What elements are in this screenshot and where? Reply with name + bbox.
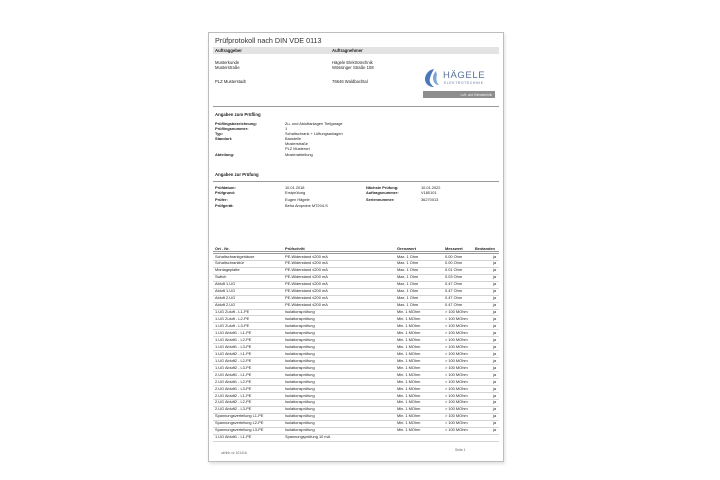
cell-pruefschritt: PE-Widerstand ≤200 mA xyxy=(285,274,328,280)
field-label: Prüfgrund: xyxy=(215,190,236,195)
cell-ort: 2.UG Abluft1 - L2-PE xyxy=(215,378,252,384)
field-value: Schaltschrank + Lüftungsanlagen xyxy=(285,131,343,136)
cell-ort: 2.UG Abluft2 - L3-PE xyxy=(215,406,252,412)
cell-messwert: > 100 MOhm xyxy=(445,392,468,398)
cell-grenzwert: Min. 1 MOhm xyxy=(397,413,421,419)
field-label: Standort: xyxy=(215,136,233,141)
cell-ort: 1.UG Abluft1 - L2-PE xyxy=(215,336,252,342)
footer-page-number: Seite 1 xyxy=(455,448,466,452)
cell-grenzwert: Min. 1 MOhm xyxy=(397,427,421,433)
auftraggeber-street: Musterstraße xyxy=(215,65,240,70)
field-label: Typ: xyxy=(215,131,223,136)
field-value: V180101 xyxy=(421,190,437,195)
col-header-messwert: Messwert xyxy=(445,246,463,251)
cell-bestanden: ja xyxy=(493,371,497,377)
cell-grenzwert: Min. 1 MOhm xyxy=(397,392,421,398)
auftragnehmer-header: Auftragnehmer xyxy=(332,47,363,53)
cell-ort: Switch xyxy=(215,274,227,280)
cell-grenzwert: Min. 1 MOhm xyxy=(397,399,421,405)
cell-grenzwert: Max. 1 Ohm xyxy=(397,295,419,301)
cell-pruefschritt: Isolationsprüfung xyxy=(285,350,315,356)
cell-ort: 1.UG Zuluft - L1-PE xyxy=(215,309,250,315)
cell-pruefschritt: Isolationsprüfung xyxy=(285,336,315,342)
cell-messwert: 0.47 Ohm xyxy=(445,288,463,294)
field-label: Prüfer: xyxy=(215,197,228,202)
cell-ort: 2.UG Abluft1 - L3-PE xyxy=(215,385,252,391)
cell-messwert: > 100 MOhm xyxy=(445,343,468,349)
field-label: Auftragsnummer: xyxy=(366,190,399,195)
field-value: 1 xyxy=(285,126,288,131)
cell-bestanden: ja xyxy=(493,413,497,419)
pruefung-section-header: Angaben zur Prüfung xyxy=(215,172,259,177)
cell-bestanden: ja xyxy=(493,253,497,259)
cell-ort: Spannungsverteilung L2-PE xyxy=(215,420,264,426)
cell-grenzwert: Min. 1 MOhm xyxy=(397,406,421,412)
table-row-divider xyxy=(213,434,499,435)
cell-pruefschritt: Isolationsprüfung xyxy=(285,371,315,377)
cell-ort: 1.UG Abluft2 - L2-PE xyxy=(215,357,252,363)
cell-pruefschritt: Isolationsprüfung xyxy=(285,420,315,426)
cell-grenzwert: Max. 1 Ohm xyxy=(397,281,419,287)
cell-pruefschritt: PE-Widerstand ≤200 mA xyxy=(285,295,328,301)
cell-messwert: 0.47 Ohm xyxy=(445,281,463,287)
cell-bestanden: ja xyxy=(493,385,497,391)
cell-bestanden: ja xyxy=(493,427,497,433)
cell-ort: 2.UG Abluft1 - L1-PE xyxy=(215,371,252,377)
cell-ort: Schaltschrankgehäuse xyxy=(215,253,255,259)
cell-grenzwert: Max. 1 Ohm xyxy=(397,253,419,259)
cell-bestanden: ja xyxy=(493,260,497,266)
cell-messwert: 0.03 Ohm xyxy=(445,274,463,280)
cell-bestanden: ja xyxy=(493,288,497,294)
cell-pruefschritt: Spannungsprüfung 10 mA xyxy=(285,434,331,440)
cell-messwert: > 100 MOhm xyxy=(445,413,468,419)
cell-ort: 2.UG Abluft2 - L2-PE xyxy=(215,399,252,405)
cell-messwert: 0.47 Ohm xyxy=(445,295,463,301)
cell-grenzwert: Min. 1 MOhm xyxy=(397,385,421,391)
cell-bestanden: ja xyxy=(493,329,497,335)
cell-bestanden: ja xyxy=(493,357,497,363)
cell-pruefschritt: Isolationsprüfung xyxy=(285,392,315,398)
cell-bestanden: ja xyxy=(493,323,497,328)
cell-bestanden: ja xyxy=(493,316,497,322)
cell-grenzwert: Max. 1 Ohm xyxy=(397,288,419,294)
cell-grenzwert: Max. 1 Ohm xyxy=(397,260,419,266)
cell-ort: Montageplatte xyxy=(215,267,240,273)
cell-grenzwert: Min. 1 MOhm xyxy=(397,371,421,377)
cell-grenzwert: Min. 1 MOhm xyxy=(397,309,421,315)
cell-ort: 1.UG Zuluft - L2-PE xyxy=(215,316,250,322)
cell-bestanden: ja xyxy=(493,350,497,356)
separator xyxy=(213,181,499,182)
document-title: Prüfprotokoll nach DIN VDE 0113 xyxy=(215,36,322,45)
cell-bestanden: ja xyxy=(493,281,497,287)
cell-pruefschritt: Isolationsprüfung xyxy=(285,385,315,391)
cell-ort: 1.UG Abluft1 - L1-PE xyxy=(215,434,252,440)
cell-messwert: > 100 MOhm xyxy=(445,316,468,322)
cell-ort: Abluft 1.UG xyxy=(215,288,236,294)
col-header-ort: Ort - Nr. xyxy=(215,246,230,251)
auftraggeber-city: PLZ Musterstadt xyxy=(215,79,246,84)
cell-messwert: > 100 MOhm xyxy=(445,329,468,335)
cell-grenzwert: Min. 1 MOhm xyxy=(397,343,421,349)
field-value: Eugen Hägele xyxy=(285,197,310,202)
cell-ort: Abluft 2.UG xyxy=(215,295,236,301)
field-value: 10.01.2018 xyxy=(285,185,305,190)
cell-ort: 1.UG Abluft1 - L3-PE xyxy=(215,343,252,349)
logo-mark-icon xyxy=(423,67,443,89)
cell-ort: Abluft 1.UG xyxy=(215,281,236,287)
cell-pruefschritt: Isolationsprüfung xyxy=(285,329,315,335)
table-row-divider xyxy=(213,441,499,442)
cell-pruefschritt: Isolationsprüfung xyxy=(285,427,315,433)
pruefling-section-header: Angaben zum Prüfling xyxy=(215,112,261,117)
cell-ort: 2.UG Abluft2 - L1-PE xyxy=(215,392,252,398)
cell-ort: Spannungsverteilung L3-PE xyxy=(215,427,264,433)
cell-pruefschritt: Isolationsprüfung xyxy=(285,413,315,419)
cell-messwert: 0.01 Ohm xyxy=(445,267,463,273)
cell-grenzwert: Min. 1 MOhm xyxy=(397,357,421,363)
field-label: Prüfdatum: xyxy=(215,185,236,190)
cell-messwert: > 100 MOhm xyxy=(445,406,468,412)
cell-pruefschritt: PE-Widerstand ≤200 mA xyxy=(285,267,328,273)
cell-bestanden: ja xyxy=(493,399,497,405)
cell-grenzwert: Max. 1 Ohm xyxy=(397,267,419,273)
cell-messwert: > 100 MOhm xyxy=(445,385,468,391)
auftraggeber-header: Auftraggeber xyxy=(215,47,242,53)
cell-bestanden: ja xyxy=(493,406,497,412)
cell-bestanden: ja xyxy=(493,302,497,308)
field-value: Beha Amprobe MT204-S xyxy=(285,203,328,208)
cell-messwert: > 100 MOhm xyxy=(445,357,468,363)
field-label: Seriennummer: xyxy=(366,197,395,202)
auftragnehmer-city: 76646 Waldbachtal xyxy=(332,79,368,84)
field-label: Prüfgerät: xyxy=(215,203,234,208)
footer-code: ukhhh xz 101416 xyxy=(221,451,247,455)
field-value: 10.01.2022 xyxy=(421,185,441,190)
cell-bestanden: ja xyxy=(493,378,497,384)
cell-bestanden: ja xyxy=(493,295,497,301)
cell-messwert: > 100 MOhm xyxy=(445,427,468,433)
cell-grenzwert: Min. 1 MOhm xyxy=(397,316,421,322)
cell-pruefschritt: Isolationsprüfung xyxy=(285,323,315,328)
logo-tagline-bar xyxy=(423,91,495,98)
field-value: 36270013 xyxy=(421,197,439,202)
cell-messwert: > 100 MOhm xyxy=(445,378,468,384)
cell-grenzwert: Min. 1 MOhm xyxy=(397,420,421,426)
field-value: Musterstraße xyxy=(285,141,308,146)
cell-pruefschritt: Isolationsprüfung xyxy=(285,399,315,405)
cell-pruefschritt: Isolationsprüfung xyxy=(285,357,315,363)
cell-ort: 1.UG Zuluft - L3-PE xyxy=(215,323,250,328)
field-label: Prüflingsbezeichnung: xyxy=(215,121,257,126)
col-header-bestanden: Bestanden xyxy=(475,246,495,251)
cell-pruefschritt: PE-Widerstand ≤200 mA xyxy=(285,302,328,308)
cell-grenzwert: Min. 1 MOhm xyxy=(397,378,421,384)
field-label: Nächste Prüfung: xyxy=(366,185,399,190)
cell-bestanden: ja xyxy=(493,274,497,280)
auftragnehmer-name: Hägele Elektrotechnik xyxy=(332,60,373,65)
logo-tagline: Luft- und Klimatechnik xyxy=(460,92,492,97)
cell-bestanden: ja xyxy=(493,309,497,315)
cell-bestanden: ja xyxy=(493,392,497,398)
cell-grenzwert: Max. 1 Ohm xyxy=(397,274,419,280)
cell-bestanden: ja xyxy=(493,267,497,273)
logo-sub-text: ELEKTROTECHNIK xyxy=(444,80,484,85)
company-logo xyxy=(423,67,495,99)
field-value: Zu- und Abluftanlagen Tiefgarage xyxy=(285,121,343,126)
col-header-grenzwert: Grenzwert xyxy=(397,246,417,251)
cell-pruefschritt: PE-Widerstand ≤200 mA xyxy=(285,260,328,266)
cell-bestanden: ja xyxy=(493,336,497,342)
cell-messwert: > 100 MOhm xyxy=(445,371,468,377)
cell-messwert: > 100 MOhm xyxy=(445,399,468,405)
cell-messwert: > 100 MOhm xyxy=(445,350,468,356)
field-value: PLZ Musterort xyxy=(285,146,310,151)
cell-messwert: 0.47 Ohm xyxy=(445,302,463,308)
cell-grenzwert: Max. 1 Ohm xyxy=(397,302,419,308)
auftragnehmer-street: Wössinger Straße 108 xyxy=(332,65,374,70)
col-header-pruefschritt: Prüfschritt xyxy=(285,246,305,251)
cell-pruefschritt: Isolationsprüfung xyxy=(285,406,315,412)
cell-messwert: > 100 MOhm xyxy=(445,323,468,328)
cell-ort: 1.UG Abluft2 - L3-PE xyxy=(215,364,252,370)
cell-bestanden: ja xyxy=(493,364,497,370)
cell-bestanden: ja xyxy=(493,420,497,426)
field-label: Abteilung: xyxy=(215,152,235,157)
cell-grenzwert: Min. 1 MOhm xyxy=(397,323,421,328)
cell-pruefschritt: Isolationsprüfung xyxy=(285,316,315,322)
cell-messwert: 0.00 Ohm xyxy=(445,253,463,259)
cell-grenzwert: Min. 1 MOhm xyxy=(397,329,421,335)
cell-pruefschritt: PE-Widerstand ≤200 mA xyxy=(285,253,328,259)
field-value: Erstprüfung xyxy=(285,190,306,195)
cell-pruefschritt: Isolationsprüfung xyxy=(285,309,315,315)
document-page xyxy=(208,32,504,462)
cell-ort: Abluft 2.UG xyxy=(215,302,236,308)
cell-pruefschritt: PE-Widerstand ≤200 mA xyxy=(285,288,328,294)
cell-grenzwert: Min. 1 MOhm xyxy=(397,336,421,342)
cell-grenzwert: Min. 1 MOhm xyxy=(397,350,421,356)
field-label: Prüflingsnummer: xyxy=(215,126,249,131)
cell-ort: 1.UG Abluft2 - L1-PE xyxy=(215,350,252,356)
cell-messwert: 0.00 Ohm xyxy=(445,260,463,266)
cell-grenzwert: Min. 1 MOhm xyxy=(397,364,421,370)
cell-bestanden: ja xyxy=(493,343,497,349)
cell-messwert: > 100 MOhm xyxy=(445,420,468,426)
field-value: Baustelle xyxy=(285,136,302,141)
table-header-top-line xyxy=(213,251,499,252)
cell-pruefschritt: Isolationsprüfung xyxy=(285,343,315,349)
auftraggeber-name: Musterkunde xyxy=(215,60,240,65)
cell-pruefschritt: PE-Widerstand ≤200 mA xyxy=(285,281,328,287)
cell-messwert: > 100 MOhm xyxy=(445,364,468,370)
cell-pruefschritt: Isolationsprüfung xyxy=(285,364,315,370)
separator xyxy=(213,106,499,107)
cell-ort: Spannungsverteilung L1-PE xyxy=(215,413,264,419)
cell-pruefschritt: Isolationsprüfung xyxy=(285,378,315,384)
logo-brand-text: HÄGELE xyxy=(443,70,486,81)
cell-messwert: > 100 MOhm xyxy=(445,336,468,342)
cell-ort: Schaltschranktür xyxy=(215,260,244,266)
field-value: Musterabteilung xyxy=(285,152,313,157)
cell-messwert: > 100 MOhm xyxy=(445,309,468,315)
cell-ort: 1.UG Abluft1 - L1-PE xyxy=(215,329,252,335)
